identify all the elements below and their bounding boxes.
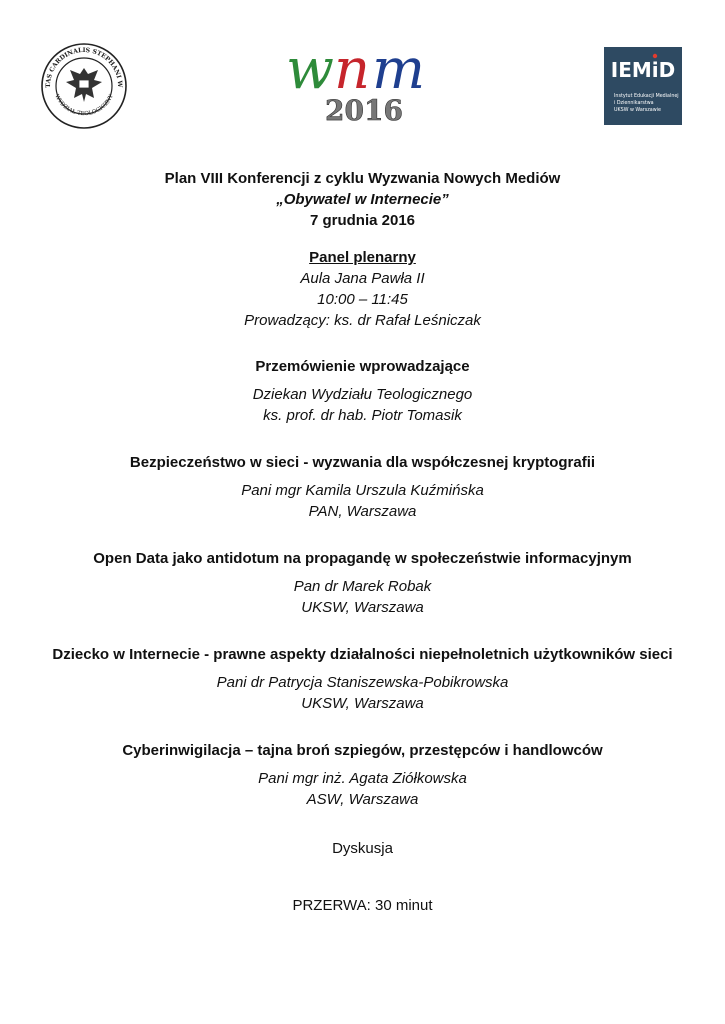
discussion-label: Dyskusja (332, 840, 393, 857)
talk-title: Dziecko w Internecie - prawne aspekty działalności niepełnoletnich użytkowników sieci (52, 646, 673, 663)
talk-speaker: Pani mgr Kamila Urszula Kuźmińska (241, 482, 484, 499)
talk-affiliation: ASW, Warszawa (306, 791, 419, 808)
panel-room: Aula Jana Pawła II (300, 270, 425, 287)
talk-affiliation: UKSW, Warszawa (301, 599, 424, 616)
talk-title: Cyberinwigilacja – tajna broń szpiegów, przestępców i handlowców (122, 742, 603, 759)
university-seal-logo (40, 42, 128, 130)
conference-title: Plan VIII Konferencji z cyklu Wyzwania Nowych Mediów (164, 170, 561, 187)
svg-text:WYDZIAŁ TEOLOGICZNY: WYDZIAŁ TEOLOGICZNY (53, 93, 115, 118)
talk-item (0, 452, 725, 522)
talk-item (0, 740, 725, 810)
svg-text:m: m (372, 44, 426, 102)
svg-text:i Dziennikarstwa: i Dziennikarstwa (614, 101, 654, 106)
iemid-logo (604, 47, 682, 125)
conference-header (0, 168, 725, 231)
conference-date: 7 grudnia 2016 (309, 212, 416, 229)
svg-text:Instytut Edukacji Medialnej: Instytut Edukacji Medialnej (614, 94, 679, 99)
talk-affiliation: ks. prof. dr hab. Piotr Tomasik (263, 407, 462, 424)
talk-title: Bezpieczeństwo w sieci - wyzwania dla współczesnej kryptografii (129, 454, 596, 471)
svg-text:UNIVERSITAS CARDINALIS STEPHAN: TAS CARDINALIS STEPHANI W (44, 46, 124, 88)
talk-item (0, 548, 725, 618)
talk-speaker: Pani dr Patrycja Staniszewska-Pobikrowska (216, 674, 509, 691)
svg-text:w: w (286, 44, 334, 102)
plenary-panel (0, 247, 725, 331)
break-label: PRZERWA: 30 minut (292, 897, 433, 914)
talk-item (0, 356, 725, 426)
panel-time: 10:00 – 11:45 (317, 291, 408, 308)
talk-title: Open Data jako antidotum na propagandę w społeczeństwie informacyjnym (93, 550, 632, 567)
talk-speaker: Pani mgr inż. Agata Ziółkowska (258, 770, 467, 787)
conference-subtitle: „Obywatel w Internecie” (276, 191, 449, 208)
talk-affiliation: PAN, Warszawa (308, 503, 417, 520)
talk-affiliation: UKSW, Warszawa (301, 695, 424, 712)
talk-speaker: Pan dr Marek Robak (293, 578, 432, 595)
talk-speaker: Dziekan Wydziału Teologicznego (252, 386, 473, 403)
svg-text:2016: 2016 (325, 94, 403, 126)
panel-host: Prowadzący: ks. dr Rafał Leśniczak (244, 312, 481, 329)
wnm-2016-logo (284, 44, 444, 126)
svg-text:IEMiD: IEMiD (610, 58, 676, 82)
talk-title: Przemówienie wprowadzające (255, 358, 470, 375)
svg-text:n: n (334, 44, 371, 102)
panel-title: Panel plenarny (309, 249, 416, 266)
program-content (0, 168, 725, 916)
talk-item (0, 644, 725, 714)
svg-text:UKSW w Warszawie: UKSW w Warszawie (614, 108, 661, 113)
